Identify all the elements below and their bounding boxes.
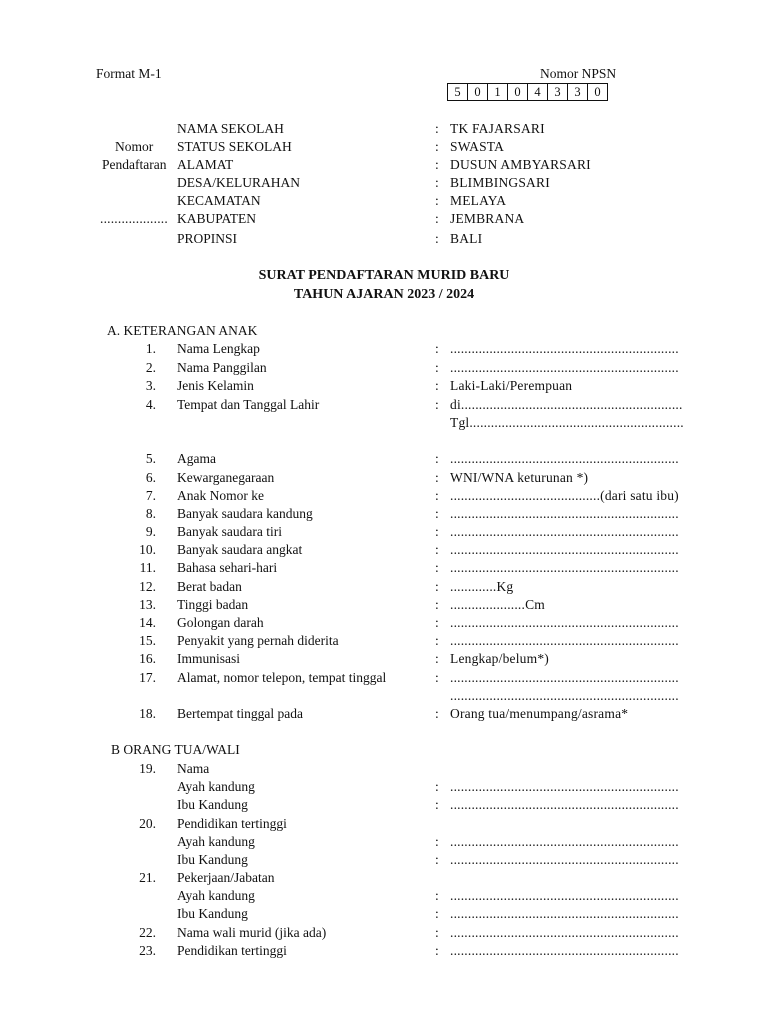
row-value[interactable]: ................................................................ (450, 852, 679, 867)
row-num: 9. (145, 524, 156, 539)
row-label: Penyakit yang pernah diderita (177, 633, 339, 648)
row-num: 11. (139, 560, 156, 575)
row-value[interactable]: ................................................................ (450, 797, 679, 812)
row-label: DESA/KELURAHAN (177, 175, 300, 190)
row-num: 5. (145, 451, 156, 466)
row-value[interactable]: ................................................................ (450, 670, 679, 685)
form-item-row (0, 925, 768, 943)
row-colon: : (435, 651, 439, 666)
row-num: 23. (139, 943, 156, 958)
form-item-row (0, 615, 768, 633)
section-b-heading: B ORANG TUA/WALI (111, 742, 240, 757)
row-label: Banyak saudara kandung (177, 506, 313, 521)
row-colon: : (435, 360, 439, 375)
row-num: 6. (145, 470, 156, 485)
form-item-row (0, 834, 768, 852)
row-colon: : (435, 506, 439, 521)
form-title: SURAT PENDAFTARAN MURID BARU (258, 268, 510, 283)
form-item-row (0, 688, 768, 706)
section-a-heading: A. KETERANGAN ANAK (107, 323, 258, 338)
row-label: Alamat, nomor telepon, tempat tinggal (177, 670, 387, 685)
row-colon: : (435, 139, 439, 154)
form-item-row (0, 670, 768, 688)
school-info-row (0, 157, 768, 175)
row-label: Pekerjaan/Jabatan (177, 870, 275, 885)
row-value[interactable]: BLIMBINGSARI (450, 175, 550, 190)
registration-number-blank: ................... (100, 211, 168, 226)
row-value[interactable]: di.............................................................. (450, 397, 683, 412)
form-item-row (0, 651, 768, 669)
row-colon: : (435, 670, 439, 685)
form-item-row (0, 560, 768, 578)
row-colon: : (435, 779, 439, 794)
row-colon: : (435, 470, 439, 485)
form-item-row (0, 524, 768, 542)
form-item-row (0, 506, 768, 524)
row-label: Ibu Kandung (177, 797, 248, 812)
form-item-row (0, 633, 768, 651)
row-label: Kewarganegaraan (177, 470, 275, 485)
row-colon: : (435, 888, 439, 903)
row-colon: : (435, 157, 439, 172)
form-item-row (0, 451, 768, 469)
row-value[interactable]: ................................................................ (450, 888, 679, 903)
row-value[interactable]: SWASTA (450, 139, 505, 154)
row-label: Pendidikan tertinggi (177, 943, 287, 958)
row-colon: : (435, 852, 439, 867)
row-num: 15. (139, 633, 156, 648)
row-colon: : (435, 211, 439, 226)
row-value[interactable]: .............Kg (450, 579, 514, 594)
row-num: 3. (145, 378, 156, 393)
npsn-digit: 3 (548, 84, 568, 100)
npsn-number-boxes (447, 83, 608, 101)
row-value[interactable]: ................................................................ (450, 688, 679, 703)
row-colon: : (435, 378, 439, 393)
nomor-label: Nomor (115, 139, 154, 154)
row-label: Bertempat tinggal pada (177, 706, 303, 721)
row-num: 13. (139, 597, 156, 612)
form-item-row (0, 816, 768, 834)
row-value[interactable]: ................................................................ (450, 542, 679, 557)
row-label: ALAMAT (177, 157, 234, 172)
row-label: Pendidikan tertinggi (177, 816, 287, 831)
row-label: Ibu Kandung (177, 852, 248, 867)
row-value[interactable]: Laki-Laki/Perempuan (450, 378, 573, 393)
npsn-digit: 0 (468, 84, 488, 100)
row-colon: : (435, 615, 439, 630)
form-item-row (0, 415, 768, 433)
row-colon: : (435, 488, 439, 503)
row-colon: : (435, 341, 439, 356)
npsn-digit: 1 (488, 84, 508, 100)
row-colon: : (435, 834, 439, 849)
row-value[interactable]: ................................................................ (450, 560, 679, 575)
form-item-row (0, 761, 768, 779)
row-num: 7. (145, 488, 156, 503)
row-num: 8. (145, 506, 156, 521)
row-label: Berat badan (177, 579, 242, 594)
row-value[interactable]: ................................................................ (450, 524, 679, 539)
row-value[interactable]: ................................................................ (450, 506, 679, 521)
row-value[interactable]: ..........................................(dari satu ibu) (450, 488, 679, 503)
form-item-row (0, 579, 768, 597)
row-label: STATUS SEKOLAH (177, 139, 292, 154)
row-label: Banyak saudara tiri (177, 524, 282, 539)
row-num: 18. (139, 706, 156, 721)
row-label: Ayah kandung (177, 779, 255, 794)
row-num: 16. (139, 651, 156, 666)
row-label: Banyak saudara angkat (177, 542, 303, 557)
form-item-row (0, 706, 768, 724)
row-value[interactable]: ................................................................ (450, 615, 679, 630)
npsn-digit: 3 (568, 84, 588, 100)
row-value[interactable]: JEMBRANA (450, 211, 525, 226)
form-item-row (0, 797, 768, 815)
row-label: Bahasa sehari-hari (177, 560, 278, 575)
format-label: Format M-1 (96, 66, 162, 81)
form-item-row (0, 378, 768, 396)
row-value[interactable]: ................................................................ (450, 360, 679, 375)
form-item-row (0, 870, 768, 888)
form-item-row (0, 397, 768, 415)
school-info-row (0, 121, 768, 139)
row-label: KECAMATAN (177, 193, 261, 208)
row-label: Agama (177, 451, 216, 466)
row-value[interactable]: Orang tua/menumpang/asrama* (450, 706, 629, 721)
form-item-row (0, 852, 768, 870)
row-value[interactable]: Tgl............................................................ (450, 415, 684, 430)
row-colon: : (435, 597, 439, 612)
form-subtitle: TAHUN AJARAN 2023 / 2024 (293, 287, 475, 302)
row-num: 17. (139, 670, 156, 685)
row-label: Tinggi badan (177, 597, 249, 612)
row-label: KABUPATEN (177, 211, 257, 226)
row-colon: : (435, 633, 439, 648)
row-colon: : (435, 943, 439, 958)
row-label: Ayah kandung (177, 834, 255, 849)
row-value[interactable]: TK FAJARSARI (450, 121, 545, 136)
row-label: Immunisasi (177, 651, 240, 666)
row-colon: : (435, 231, 439, 246)
row-label: NAMA SEKOLAH (177, 121, 284, 136)
row-label: Ayah kandung (177, 888, 255, 903)
row-value[interactable]: ................................................................ (450, 943, 679, 958)
npsn-digit: 5 (448, 84, 468, 100)
form-item-row (0, 597, 768, 615)
row-colon: : (435, 524, 439, 539)
row-num: 1. (145, 341, 156, 356)
row-colon: : (435, 906, 439, 921)
row-label: Anak Nomor ke (177, 488, 264, 503)
school-info-row (0, 211, 768, 229)
form-item-row (0, 470, 768, 488)
row-value[interactable]: ................................................................ (450, 834, 679, 849)
form-item-row (0, 360, 768, 378)
row-label: Ibu Kandung (177, 906, 248, 921)
row-value[interactable]: ................................................................ (450, 451, 679, 466)
school-info-row (0, 193, 768, 211)
row-num: 20. (139, 816, 156, 831)
row-colon: : (435, 706, 439, 721)
npsn-label: Nomor NPSN (540, 66, 617, 81)
row-num: 22. (139, 925, 156, 940)
row-label: PROPINSI (177, 231, 238, 246)
row-num: 12. (139, 579, 156, 594)
form-item-row (0, 542, 768, 560)
school-info-row (0, 231, 768, 249)
row-value[interactable]: ................................................................ (450, 906, 679, 921)
row-label: Tempat dan Tanggal Lahir (177, 397, 320, 412)
npsn-digit: 4 (528, 84, 548, 100)
row-num: 14. (139, 615, 156, 630)
row-colon: : (435, 579, 439, 594)
form-item-row (0, 906, 768, 924)
row-colon: : (435, 193, 439, 208)
form-item-row (0, 341, 768, 359)
row-colon: : (435, 397, 439, 412)
row-label: Nama Lengkap (177, 341, 260, 356)
row-colon: : (435, 542, 439, 557)
row-colon: : (435, 925, 439, 940)
row-value[interactable]: WNI/WNA keturunan *) (450, 470, 589, 485)
school-info-row (0, 139, 768, 157)
row-colon: : (435, 797, 439, 812)
pendaftaran-label: Pendaftaran (102, 157, 167, 172)
row-value[interactable]: Lengkap/belum*) (450, 651, 549, 666)
row-colon: : (435, 451, 439, 466)
row-value[interactable]: MELAYA (450, 193, 507, 208)
row-colon: : (435, 175, 439, 190)
row-num: 19. (139, 761, 156, 776)
row-num: 10. (139, 542, 156, 557)
form-item-row (0, 888, 768, 906)
row-num: 2. (145, 360, 156, 375)
row-value[interactable]: ................................................................ (450, 341, 679, 356)
row-value[interactable]: .....................Cm (450, 597, 545, 612)
row-value[interactable]: DUSUN AMBYARSARI (450, 157, 591, 172)
row-colon: : (435, 121, 439, 136)
row-num: 4. (145, 397, 156, 412)
row-colon: : (435, 560, 439, 575)
row-value[interactable]: ................................................................ (450, 925, 679, 940)
npsn-digit: 0 (594, 85, 601, 99)
form-item-row (0, 779, 768, 797)
row-label: Jenis Kelamin (177, 378, 254, 393)
row-value[interactable]: ................................................................ (450, 633, 679, 648)
row-value[interactable]: ................................................................ (450, 779, 679, 794)
row-label: Nama (177, 761, 210, 776)
form-item-row (0, 943, 768, 961)
row-label: Nama wali murid (jika ada) (177, 925, 327, 940)
row-label: Golongan darah (177, 615, 264, 630)
row-value[interactable]: BALI (450, 231, 483, 246)
form-item-row (0, 488, 768, 506)
school-info-row (0, 175, 768, 193)
row-label: Nama Panggilan (177, 360, 267, 375)
npsn-digit: 0 (508, 84, 528, 100)
row-num: 21. (139, 870, 156, 885)
